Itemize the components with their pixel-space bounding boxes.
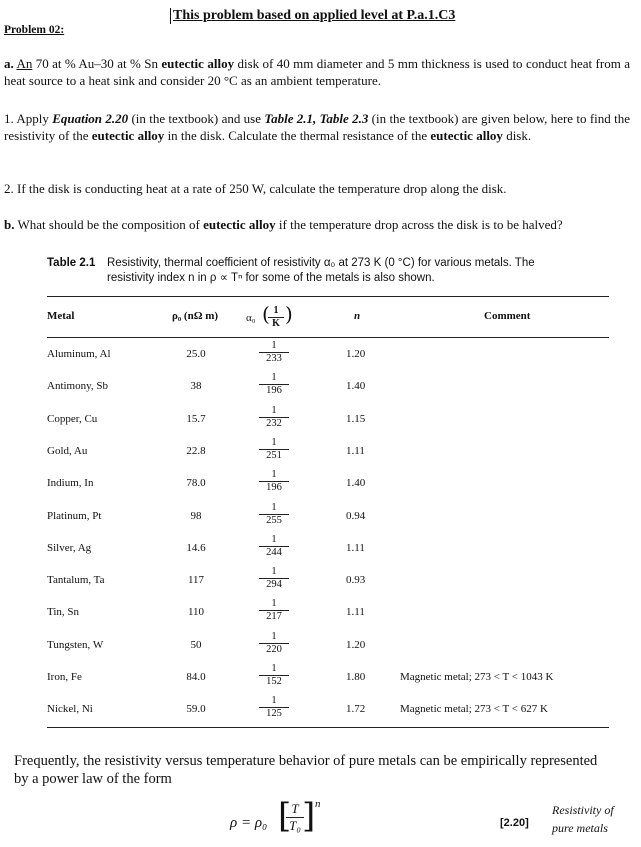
table-title — [47, 256, 587, 284]
assignment-header: This problem based on applied level at P.a.1.C3 — [170, 8, 455, 24]
cell-alpha-num: 1 — [271, 340, 277, 351]
cell-rho: 25.0 — [186, 348, 206, 360]
cell-alpha — [259, 695, 289, 720]
equation-note-line-1: Resistivity of — [552, 803, 614, 817]
q1-bold-2: eutectic alloy — [430, 128, 503, 143]
cell-n: 1.15 — [346, 413, 366, 425]
cell-alpha-den: 220 — [259, 643, 289, 656]
cell-n: 0.94 — [346, 510, 366, 522]
cell-alpha — [259, 437, 289, 462]
cell-alpha-den: 196 — [259, 384, 289, 397]
question-1 — [4, 110, 630, 144]
equation-num: T — [291, 801, 299, 816]
equation-number: [2.20] — [500, 817, 529, 829]
cell-alpha-den: 294 — [259, 578, 289, 591]
q1-text-4: in the disk. Calculate the thermal resistance of the — [164, 128, 431, 143]
q1-text-3: (in the textbook) are given below, here to find the resistivity of the — [4, 111, 630, 143]
cell-rho: 59.0 — [186, 703, 206, 715]
part-b-bold: eutectic alloy — [203, 217, 276, 232]
cell-rho: 78.0 — [186, 477, 206, 489]
cell-alpha — [259, 566, 289, 591]
cell-alpha-num: 1 — [271, 534, 277, 545]
header-n: n — [354, 310, 361, 322]
q1-text-5: disk. — [502, 128, 532, 143]
cell-rho: 84.0 — [186, 671, 206, 683]
part-b-text-2: if the temperature drop across the disk is to be halved? — [275, 217, 563, 232]
cell-metal: Silver, Ag — [47, 542, 92, 554]
table-bottom-rule — [47, 727, 609, 728]
equation-bracket-left: [ — [278, 796, 292, 836]
part-b-label: b. — [4, 217, 15, 232]
header-metal: Metal — [47, 310, 75, 322]
cell-n: 1.40 — [346, 380, 366, 392]
header-alpha-unit — [268, 305, 284, 330]
q1-table-ref: Table 2.1, Table 2.3 — [264, 111, 369, 126]
part-a-text-1: 70 at % Au–30 at % Sn — [32, 56, 162, 71]
cell-alpha-den: 233 — [259, 352, 289, 365]
header-alpha: α₀ — [246, 312, 256, 324]
equation-exponent: n — [315, 798, 321, 810]
cell-alpha — [259, 631, 289, 656]
cell-metal: Platinum, Pt — [47, 510, 102, 522]
problem-label: Problem 02: — [4, 24, 65, 36]
header-alpha-paren-right: ) — [285, 302, 293, 326]
equation-note-line-2: pure metals — [552, 821, 608, 835]
equation-note — [552, 801, 632, 837]
part-a-label: a. — [4, 56, 14, 71]
header-alpha-unit-num: 1 — [273, 305, 279, 316]
equation-bracket-right: ] — [302, 796, 316, 836]
cell-metal: Iron, Fe — [47, 671, 82, 683]
cell-n: 1.11 — [346, 542, 365, 554]
cell-rho: 110 — [187, 606, 205, 618]
cell-alpha — [259, 405, 289, 430]
cell-alpha — [259, 663, 289, 688]
table-caption: Resistivity, thermal coefficient of resistivity α₀ at 273 K (0 °C) for various metals. The resistivity index n in ρ ∝ Tⁿ for some of the metals is also shown. — [107, 257, 535, 284]
body-text: Frequently, the resistivity versus temperature behavior of pure metals can be empirically represented by a power law of the form — [14, 753, 598, 787]
cell-n: 1.40 — [346, 477, 366, 489]
cell-alpha-num: 1 — [271, 502, 277, 513]
part-b-text-1: What should be the composition of — [14, 217, 204, 232]
cell-alpha-num: 1 — [271, 566, 277, 577]
part-a-text-2: disk of 40 mm diameter and 5 mm thickness is used to conduct heat from a heat source to a heat sink and consider 20 °C as an ambient temperature. — [4, 56, 631, 88]
cell-alpha-den: 244 — [259, 546, 289, 559]
cell-alpha-den: 196 — [259, 481, 289, 494]
cell-alpha-den: 251 — [259, 449, 289, 462]
table-top-rule — [47, 296, 609, 297]
part-a-paragraph — [4, 55, 630, 89]
cell-metal: Tantalum, Ta — [47, 574, 105, 586]
cell-alpha-num: 1 — [271, 437, 277, 448]
cell-alpha — [259, 340, 289, 365]
cell-metal: Nickel, Ni — [47, 703, 93, 715]
cell-alpha — [259, 534, 289, 559]
q1-text-1: 1. Apply — [4, 111, 53, 126]
cell-rho: 50 — [190, 639, 202, 651]
cell-alpha-den: 255 — [259, 514, 289, 527]
cell-alpha-den: 125 — [259, 707, 289, 720]
table-header-rule — [47, 337, 609, 338]
cell-alpha-den: 217 — [259, 610, 289, 623]
cell-rho: 14.6 — [186, 542, 206, 554]
cell-rho: 117 — [187, 574, 205, 586]
question-2: 2. If the disk is conducting heat at a rate of 250 W, calculate the temperature drop along the disk. — [4, 181, 507, 196]
cell-alpha — [259, 598, 289, 623]
cell-alpha-den: 232 — [259, 417, 289, 430]
cell-alpha-num: 1 — [271, 663, 277, 674]
part-a-an: An — [16, 56, 33, 71]
cell-alpha-den: 152 — [259, 675, 289, 688]
cell-comment: Magnetic metal; 273 < T < 627 K — [400, 703, 548, 715]
cell-metal: Antimony, Sb — [47, 380, 109, 392]
cell-n: 1.20 — [346, 639, 366, 651]
header-comment: Comment — [484, 310, 531, 322]
cell-metal: Gold, Au — [47, 445, 88, 457]
cell-n: 1.11 — [346, 606, 365, 618]
cell-n: 1.80 — [346, 671, 366, 683]
cell-n: 1.20 — [346, 348, 366, 360]
header-alpha-paren-left: ( — [262, 302, 270, 326]
q1-equation-ref: Equation 2.20 — [52, 111, 129, 126]
cell-alpha — [259, 469, 289, 494]
equation-lhs: ρ = ρ₀ — [230, 815, 268, 831]
q1-bold-1: eutectic alloy — [91, 128, 165, 143]
cell-alpha — [259, 372, 289, 397]
cell-metal: Aluminum, Al — [47, 348, 111, 360]
cell-rho: 15.7 — [186, 413, 206, 425]
cell-comment: Magnetic metal; 273 < T < 1043 K — [400, 671, 554, 683]
cell-alpha-num: 1 — [271, 469, 277, 480]
header-rho: ρ₀ (nΩ m) — [172, 310, 219, 322]
cell-rho: 38 — [190, 380, 202, 392]
cell-alpha-num: 1 — [271, 405, 277, 416]
cell-alpha-num: 1 — [271, 631, 277, 642]
part-b-paragraph — [4, 216, 630, 233]
cell-rho: 98 — [190, 510, 202, 522]
cell-alpha — [259, 502, 289, 527]
cell-rho: 22.8 — [186, 445, 206, 457]
cell-n: 1.11 — [346, 445, 365, 457]
cell-alpha-num: 1 — [271, 695, 277, 706]
cell-n: 1.72 — [346, 703, 366, 715]
cell-metal: Copper, Cu — [47, 413, 98, 425]
cell-n: 0.93 — [346, 574, 366, 586]
cell-metal: Indium, In — [47, 477, 94, 489]
q1-text-2: (in the textbook) and use — [128, 111, 265, 126]
header-alpha-unit-den: K — [268, 317, 284, 330]
cell-metal: Tungsten, W — [47, 639, 104, 651]
cell-alpha-num: 1 — [271, 372, 277, 383]
table-label: Table 2.1 — [47, 257, 96, 269]
equation-den: T₀ — [286, 817, 304, 834]
part-a-bold: eutectic alloy — [161, 56, 235, 71]
cell-alpha-num: 1 — [271, 598, 277, 609]
cell-metal: Tin, Sn — [47, 606, 80, 618]
